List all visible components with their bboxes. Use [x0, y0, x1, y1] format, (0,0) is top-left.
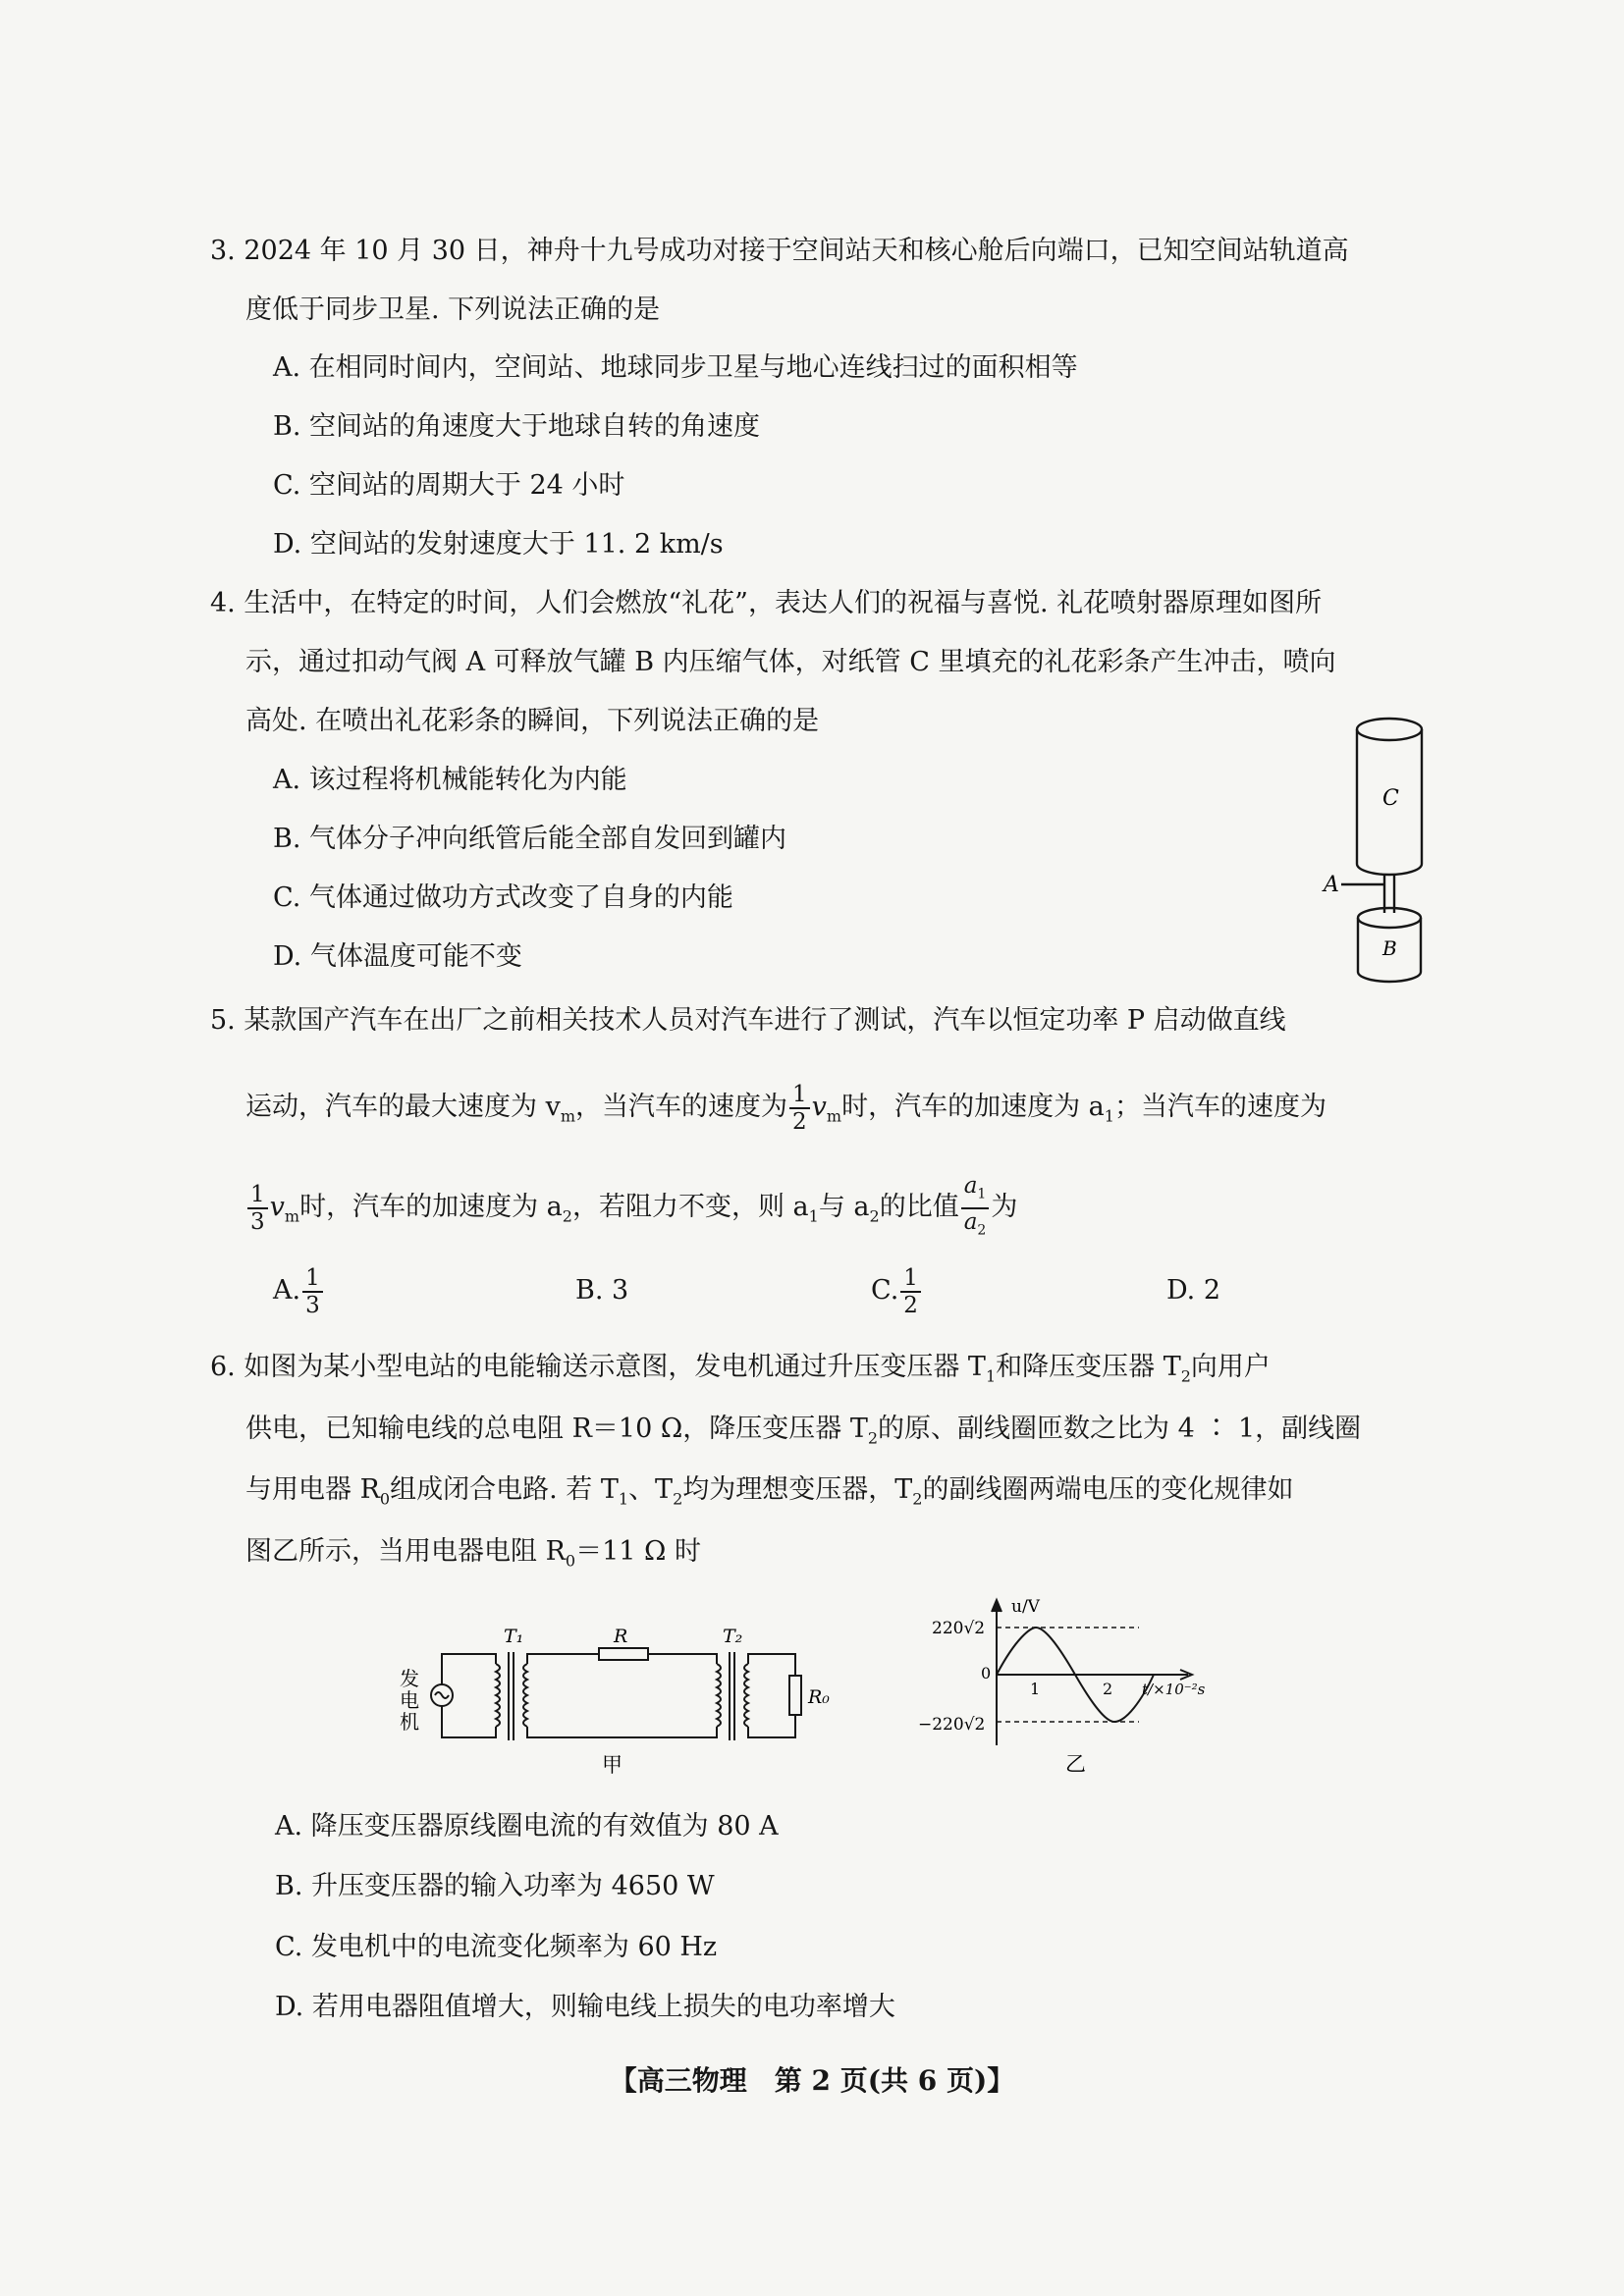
u-min-tick-label: −220√2 [918, 1715, 986, 1735]
tube-c-top [1357, 719, 1422, 740]
label-b: B [1382, 936, 1397, 960]
transmission-circuit-figure [398, 1615, 869, 1787]
q6-stem-line4: 图乙所示，当用电器电阻 $R_0=11$ Ω 时 [245, 1536, 702, 1571]
q6-option-a[interactable]: A. 降压变压器原线圈电流的有效值为 80 A [275, 1811, 779, 1842]
t1-primary-coil [496, 1664, 500, 1727]
q3-option-d[interactable]: D. 空间站的发射速度大于 11. 2 km/s [273, 529, 724, 560]
resistor-r0 [789, 1676, 801, 1715]
q5-stem-line2: 运动，汽车的最大速度为 $v_m$，当汽车的速度为 $\frac{1}{2}$ $v_m$时，汽车的加速度为 $a_1$；当汽车的速度为 [245, 1081, 1326, 1135]
fraction-option-a: $\frac{1}{3}$ [302, 1265, 323, 1318]
q4-option-d[interactable]: D. 气体温度可能不变 [273, 941, 522, 972]
resistor-r [599, 1648, 648, 1660]
q6-option-d[interactable]: D. 若用电器阻值增大，则输电线上损失的电功率增大 [275, 1992, 895, 2022]
q6-stem-line3: 与用电器 $R_0$组成闭合电路. 若 $T_1$、$T_2$均为理想变压器，$T_2$的副线圈两端电压的变化规律如 [245, 1474, 1294, 1509]
q4-stem-line2: 示，通过扣动气阀 A 可释放气罐 B 内压缩气体，对纸管 C 里填充的礼花彩条产生冲击，喷向 [245, 647, 1336, 677]
q3-option-b[interactable]: B. 空间站的角速度大于地球自转的角速度 [273, 411, 761, 442]
q6-option-b[interactable]: B. 升压变压器的输入功率为 4650 W [275, 1871, 715, 1901]
q5-option-b[interactable]: B. 3 [575, 1275, 629, 1306]
label-c: C [1382, 786, 1399, 811]
generator-label-1: 发 [400, 1667, 419, 1690]
q4-option-a[interactable]: A. 该过程将机械能转化为内能 [273, 765, 627, 795]
t-axis-label: t/×10⁻²s [1142, 1681, 1206, 1698]
t-tick-2: 2 [1103, 1680, 1113, 1698]
generator-label-2: 电 [400, 1688, 419, 1712]
tank-b-top [1358, 908, 1421, 928]
u-max-tick-label: 220√2 [932, 1619, 986, 1638]
q5-stem-line3: $\frac{1}{3}$ $v_m$时，汽车的加速度为 $a_2$，若阻力不变，则 $a_1$与 $a_2$的比值 $\frac{a_1}{a_2}$ 为 [245, 1173, 1017, 1246]
fraction-option-c: $\frac{1}{2}$ [900, 1265, 921, 1318]
label-a: A [1324, 873, 1339, 897]
q5-option-a[interactable]: A. $\frac{1}{3}$ [273, 1261, 325, 1320]
fraction-one-third: $\frac{1}{3}$ [247, 1182, 268, 1235]
u-axis-arrow [992, 1600, 1001, 1612]
fraction-a1-over-a2: $\frac{a_1}{a_2}$ [961, 1173, 990, 1243]
t2-primary-coil [717, 1664, 721, 1727]
q4-option-c[interactable]: C. 气体通过做功方式改变了自身的内能 [273, 882, 733, 913]
t2-label: T₂ [723, 1626, 743, 1647]
q6-option-c[interactable]: C. 发电机中的电流变化频率为 60 Hz [275, 1932, 718, 1962]
q4-option-b[interactable]: B. 气体分子冲向纸管后能全部自发回到罐内 [273, 824, 787, 854]
origin-label: 0 [981, 1664, 992, 1682]
t2-secondary-coil [744, 1664, 748, 1727]
ac-sine-icon [435, 1692, 449, 1698]
q3-option-c[interactable]: C. 空间站的周期大于 24 小时 [273, 470, 625, 501]
q3-stem-line1: 3. 2024 年 10 月 30 日，神舟十九号成功对接于空间站天和核心舱后向端口，已知空间站轨道高 [210, 236, 1349, 266]
q4-stem-line1: 4. 生活中，在特定的时间，人们会燃放“礼花”，表达人们的祝福与喜悦. 礼花喷射器原理如图所 [210, 588, 1323, 618]
q5-stem-line1: 5. 某款国产汽车在出厂之前相关技术人员对汽车进行了测试，汽车以恒定功率 P 启动做直线 [210, 1005, 1286, 1036]
fraction-one-half: $\frac{1}{2}$ [789, 1082, 810, 1135]
t-tick-1: 1 [1030, 1680, 1041, 1698]
q5-option-d[interactable]: D. 2 [1166, 1275, 1221, 1306]
t1-label: T₁ [504, 1626, 524, 1647]
q4-stem-line3: 高处. 在喷出礼花彩条的瞬间，下列说法正确的是 [245, 706, 820, 736]
q3-option-a[interactable]: A. 在相同时间内，空间站、地球同步卫星与地心连线扫过的面积相等 [273, 352, 1078, 383]
figure-yi-caption: 乙 [1065, 1752, 1086, 1776]
q6-stem-line1: 6. 如图为某小型电站的电能输送示意图，发电机通过升压变压器 $T_1$和降压变压器 $T_2$向用户 [210, 1352, 1271, 1386]
figure-jia-caption: 甲 [602, 1753, 623, 1777]
r0-label: R₀ [808, 1686, 830, 1708]
q3-stem-line2: 度低于同步卫星. 下列说法正确的是 [245, 294, 661, 325]
q5-option-c[interactable]: C. $\frac{1}{2}$ [871, 1261, 923, 1320]
q6-stem-line2: 供电，已知输电线的总电阻 R＝10 Ω，降压变压器 $T_2$的原、副线圈匝数之比为 4 ∶ 1，副线圈 [245, 1414, 1362, 1448]
t1-secondary-coil [523, 1664, 527, 1727]
r-label: R [614, 1626, 628, 1647]
page-footer: 【高三物理 第 2 页(共 6 页)】 [609, 2064, 1015, 2097]
generator-label-3: 机 [400, 1710, 419, 1734]
u-axis-label: u/V [1011, 1597, 1040, 1617]
voltage-waveform-figure [908, 1590, 1257, 1787]
confetti-launcher-figure [1316, 702, 1443, 996]
